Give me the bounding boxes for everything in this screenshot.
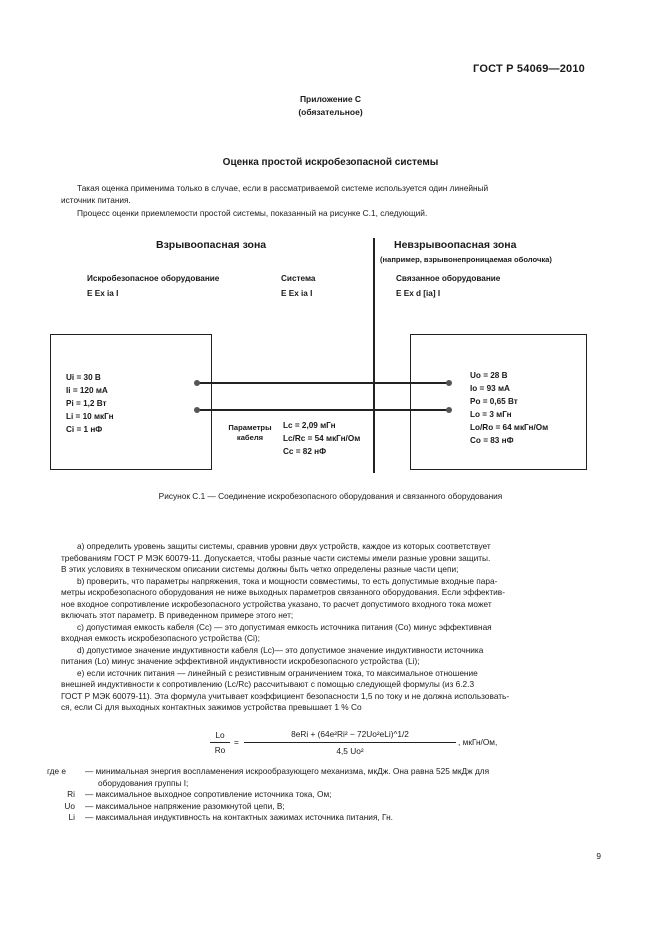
- system-label: Система: [281, 274, 316, 283]
- definitions-list: [47, 766, 592, 824]
- definition-ri: [47, 789, 592, 801]
- lo-param: Lo = 3 мГн: [470, 410, 512, 419]
- definition-text: оборудования группы I;: [98, 777, 189, 788]
- definition-li: [47, 812, 592, 824]
- formula-rhs-denominator: 4,5 Uo²: [336, 746, 364, 756]
- cable-lr-ratio-param: Lc/Rc = 54 мкГн/Ом: [283, 434, 361, 443]
- definition-text: — максимальная индуктивность на контактных зажимах источника питания, Гн.: [85, 812, 393, 822]
- is-equipment-marking: E Ex ia I: [87, 289, 119, 298]
- section-title: Оценка простой искробезопасной системы: [222, 157, 439, 168]
- co-param: Co = 83 нФ: [470, 436, 514, 445]
- intro-paragraph-2: Процесс оценки приемлемости простой системы, показанный на рисунке С.1, следующий.: [77, 208, 428, 218]
- ui-param: Ui = 30 В: [66, 373, 101, 382]
- item-c-line-1: с) допустимая емкость кабеля (Cc) — это допустимая емкость источника питания (Co) минус эффективная: [77, 621, 492, 632]
- definition-e-continued: [47, 778, 592, 790]
- definition-symbol: Uo: [64, 800, 75, 811]
- is-equipment-label: Искробезопасное оборудование: [87, 274, 220, 283]
- appendix-status: (обязательное): [298, 107, 363, 117]
- formula-rhs-fraction-bar: [244, 742, 456, 743]
- item-b-line-4: включать этот параметр. В приведенном примере этого нет;: [61, 610, 294, 620]
- ci-param: Ci = 1 нФ: [66, 425, 103, 434]
- item-e-line-1: е) если источник питания — линейный с резистивным ограничением тока, то максимальное отношение: [77, 667, 478, 678]
- cable-label-line-2: кабеля: [236, 433, 264, 442]
- definition-text: — максимальное напряжение разомкнутой цепи, В;: [85, 800, 285, 811]
- item-d-line-2: питания (Lo) минус значение эффективной индуктивности искробезопасного устройства (Li);: [61, 656, 420, 666]
- item-e-line-2: внешней индуктивности к сопротивлению (Lc/Rc) рассчитывают с помощью следующей формулы (из 6.2.3: [61, 679, 475, 689]
- uo-param: Uo = 28 В: [470, 371, 508, 380]
- safe-zone-note: (например, взрывонепроницаемая оболочка): [380, 255, 552, 264]
- item-b-line-2: метры искробезопасного оборудования не ниже выходных параметров связанного оборудования. Если эффектив-: [61, 587, 505, 597]
- body-text: [61, 541, 587, 714]
- definition-symbol: где e: [47, 766, 67, 776]
- item-b-line-3: ное входное сопротивление искробезопасного устройства указано, то расчет допустимого входного тока может: [61, 598, 492, 609]
- terminal-left-lower: [194, 407, 200, 413]
- formula-unit: , мкГн/Ом,: [458, 737, 498, 747]
- system-marking: E Ex ia I: [281, 289, 313, 298]
- formula-lhs-numerator: Lo: [215, 730, 225, 740]
- cable-capacitance-param: Cc = 82 нФ: [283, 447, 327, 456]
- item-e-line-3: ГОСТ Р МЭК 60079-11). Эта формула учитывает коэффициент безопасности 1,5 по току и не должна использовать-: [61, 690, 510, 701]
- document-number: ГОСТ Р 54069—2010: [473, 63, 585, 75]
- cable-wire-upper: [197, 382, 449, 384]
- formula-lhs-fraction-bar: [210, 742, 230, 743]
- page-number: 9: [596, 851, 601, 861]
- cable-inductance-param: Lc = 2,09 мГн: [283, 421, 336, 430]
- definition-symbol: Ri: [67, 789, 75, 799]
- cable-label-line-1: Параметры: [228, 423, 272, 432]
- definition-text: — максимальное выходное сопротивление источника тока, Ом;: [85, 789, 332, 799]
- associated-equipment-label: Связанное оборудование: [396, 274, 501, 283]
- cable-wire-lower: [197, 409, 449, 411]
- pi-param: Pi = 1,2 Вт: [66, 399, 107, 408]
- definition-e: [47, 766, 592, 778]
- io-param: Io = 93 мА: [470, 384, 510, 393]
- formula: [210, 727, 530, 761]
- associated-equipment-marking: E Ex d [ia] I: [396, 289, 441, 298]
- hazardous-zone-label: Взрывоопасная зона: [156, 239, 267, 251]
- safe-zone-label: Невзрывоопасная зона: [394, 239, 517, 251]
- terminal-left-upper: [194, 380, 200, 386]
- item-c-line-2: входная емкость искробезопасного устройства (Ci);: [61, 633, 260, 643]
- item-e-line-4: ся, если Ci для выходных контактных зажимов устройства превышает 1 % Co: [61, 702, 362, 712]
- zone-divider-line: [373, 238, 375, 473]
- item-a-line-1: а) определить уровень защиты системы, сравнив уровни двух устройств, каждое из которых соответствует: [77, 541, 491, 551]
- formula-equals: =: [234, 737, 239, 747]
- definition-uo: [47, 801, 592, 813]
- li-param: Li = 10 мкГн: [66, 412, 114, 421]
- definition-text: — минимальная энергия воспламенения искрообразующего механизма, мкДж. Она равна 525 мкДж для: [85, 766, 490, 776]
- po-param: Po = 0,65 Вт: [470, 397, 518, 406]
- item-b-line-1: b) проверить, что параметры напряжения, тока и мощности совместимы, то есть допустимые входные пара-: [77, 575, 498, 586]
- terminal-right-lower: [446, 407, 452, 413]
- item-a-line-3: В этих условиях в техническом описании системы должны быть четко определены разные части цепи;: [61, 564, 459, 574]
- appendix-title: Приложение С: [299, 94, 362, 104]
- item-d-line-1: d) допустимое значение индуктивности кабеля (Lc)— это допустимое значение индуктивности источника: [77, 644, 484, 655]
- item-a-line-2: требованиям ГОСТ Р МЭК 60079-11. Допускается, чтобы разные части системы имели разные уровни защиты.: [61, 552, 491, 563]
- formula-lhs-denominator: Ro: [214, 745, 226, 755]
- definition-symbol: [47, 778, 98, 790]
- definition-symbol: Li: [68, 812, 75, 822]
- intro-paragraph-1-line-1: Такая оценка применима только в случае, если в рассматриваемой системе используется один линейный: [77, 183, 489, 193]
- formula-rhs-numerator: 8eRi + (64e²Ri² − 72Uo²eLi)^1/2: [291, 729, 409, 739]
- figure-caption: Рисунок С.1 — Соединение искробезопасного оборудования и связанного оборудования: [158, 491, 503, 501]
- terminal-right-upper: [446, 380, 452, 386]
- intro-paragraph-1-line-2: источник питания.: [61, 195, 131, 205]
- ii-param: Ii = 120 мА: [66, 386, 108, 395]
- lo-ro-ratio-param: Lo/Ro = 64 мкГн/Ом: [470, 423, 549, 432]
